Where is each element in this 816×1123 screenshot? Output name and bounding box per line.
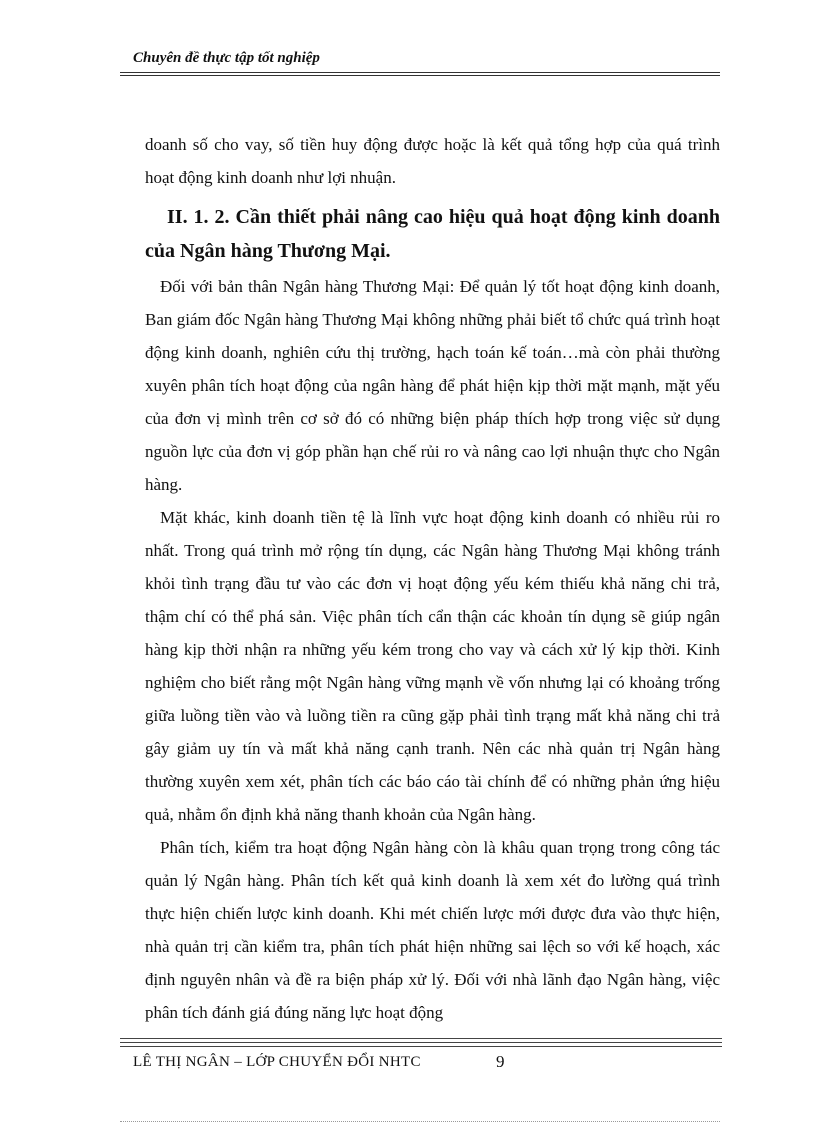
footer-rule bbox=[120, 1038, 722, 1050]
bottom-border bbox=[120, 1121, 720, 1122]
paragraph: Đối với bản thân Ngân hàng Thương Mại: Để quản lý tốt hoạt động kinh doanh, Ban giám đốc Ngân hàng Thương Mại không những phải biết tổ chức quá trình hoạt động kinh doanh, nghiên cứu thị trường, hạch toán kế toán…mà còn phải thường xuyên phân tích hoạt động của ngân hàng để phát hiện kịp thời mặt mạnh, mặt yếu của đơn vị mình trên cơ sở đó có những biện pháp thích hợp trong việc sử dụng nguồn lực của đơn vị góp phần hạn chế rủi ro và nâng cao lợi nhuận thực cho Ngân hàng. bbox=[145, 277, 720, 494]
paragraph: Mặt khác, kinh doanh tiền tệ là lĩnh vực hoạt động kinh doanh có nhiều rủi ro nhất. Trong quá trình mở rộng tín dụng, các Ngân hàng Thương Mại không tránh khỏi tình trạng đầu tư vào các đơn vị hoạt động yếu kém thiếu khả năng chi trả, thậm chí có thể phá sản. Việc phân tích cẩn thận các khoản tín dụng sẽ giúp ngân hàng kịp thời nhận ra những yếu kém trong cho vay và cách xử lý kịp thời. Kinh nghiệm cho biết rằng một Ngân hàng vững mạnh về vốn nhưng lại có khoảng trống giữa luồng tiền vào và luồng tiền ra cũng gặp phải tình trạng mất khả năng chi trả gây giảm uy tín và mất khả năng cạnh tranh. Nên các nhà quản trị Ngân hàng thường xuyên xem xét, phân tích các báo cáo tài chính để có những phản ứng hiệu quả, nhằm ổn định khả năng thanh khoản của Ngân hàng. bbox=[145, 508, 720, 824]
page-number: 9 bbox=[496, 1052, 505, 1071]
document-header: Chuyên đề thực tập tốt nghiệp bbox=[133, 50, 320, 66]
header-rule bbox=[120, 72, 720, 78]
footer-author-class: LÊ THỊ NGÂN – LỚP CHUYỂN ĐỔI NHTC bbox=[133, 1054, 421, 1070]
section-heading: II. 1. 2. Cần thiết phải nâng cao hiệu quả hoạt động kinh doanh của Ngân hàng Thương Mại. bbox=[145, 206, 720, 262]
paragraph: Phân tích, kiểm tra hoạt động Ngân hàng còn là khâu quan trọng trong công tác quản lý Ngân hàng. Phân tích kết quả kinh doanh là xem xét đo lường quá trình thực hiện chiến lược kinh doanh. Khi mét chiến lược mới được đưa vào thực hiện, nhà quản trị cần kiểm tra, phân tích phát hiện những sai lệch so với kế hoạch, xác định nguyên nhân và đề ra biện pháp xử lý. Đối với nhà lãnh đạo Ngân hàng, việc phân tích đánh giá đúng năng lực hoạt động bbox=[145, 838, 720, 1022]
document-body bbox=[145, 128, 720, 1029]
paragraph-continued: doanh số cho vay, số tiền huy động được hoặc là kết quả tổng hợp của quá trình hoạt động kinh doanh như lợi nhuận. bbox=[145, 135, 720, 187]
